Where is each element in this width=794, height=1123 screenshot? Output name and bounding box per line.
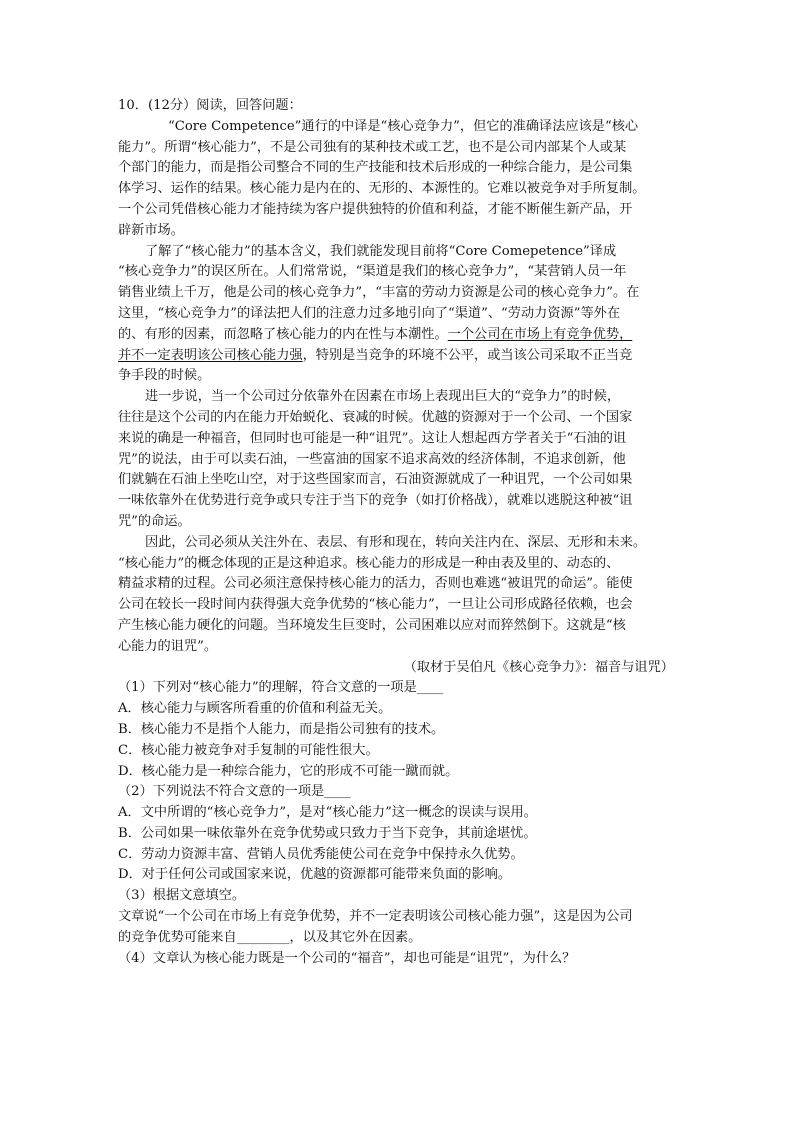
passage-paragraph-2 — [118, 242, 674, 388]
passage-paragraph-4 — [118, 533, 674, 658]
stem-text: （1）下列对“核心能力”的理解，符合文意的一项是 — [118, 680, 417, 696]
text-line: 来说的确是一种福音，但同时也可能是一种“诅咒”。这让人想起西方学者关于“石油的诅 — [118, 430, 627, 446]
option-b: B．公司如果一味依靠外在竞争优势或只致力于当下竞争，其前途堪忧。 — [118, 825, 537, 841]
question-stem: （3）根据文意填空。 — [118, 888, 246, 904]
text-line: 公司在较长一段时间内获得强大竞争优势的“核心能力”，一旦让公司形成路径依赖，也会 — [118, 597, 633, 613]
text-line: 这里，“核心竞争力”的译法把人们的注意力过多地引向了“渠道”、“劳动力资源”等外在 — [118, 305, 621, 321]
text-line — [118, 325, 674, 346]
text-line: 们就躺在石油上坐吃山空，对于这些国家而言，石油资源就成了一种诅咒，一个公司如果 — [118, 472, 633, 488]
text-line: 一味依靠外在优势进行竞争或只专注于当下的竞争（如打价格战），就难以逃脱这种被“诅 — [118, 493, 633, 509]
question-1 — [118, 678, 674, 782]
question-stem: （4）文章认为核心能力既是一个公司的“福音”，却也可能是“诅咒”，为什么？ — [118, 950, 576, 966]
question-stem — [118, 678, 674, 699]
text-line: 咒”的命运。 — [118, 513, 191, 529]
passage-paragraph-3 — [118, 387, 674, 533]
text-line: 个部门的能力，而是指公司整合不同的生产技能和技术后形成的一种综合能力，是公司集 — [118, 160, 633, 176]
underlined-sentence: 并不一定表明该公司核心能力强 — [118, 347, 303, 363]
option-c: C．核心能力被竞争对手复制的可能性很大。 — [118, 742, 379, 758]
text-line: 心能力的诅咒”。 — [118, 638, 218, 654]
text-line: 销售业绩上千万，他是公司的核心竞争力”，“丰富的劳动力资源是公司的核心竞争力”。在 — [118, 285, 640, 301]
text-segment: ，以及其它外在因素。 — [289, 929, 422, 945]
text-segment: 的、有形的因素，而忽略了核心能力的内在性与本潮性。 — [118, 326, 448, 342]
text-line: 能力”。所谓“核心能力”，不是公司独有的某种技术或工艺，也不是公司内部某个人或某 — [118, 139, 627, 155]
text-line: 往往是这个公司的内在能力开始蜕化、衰减的时候。优越的资源对于一个公司、一个国家 — [118, 409, 633, 425]
text-segment: 的竞争优势可能来自 — [118, 929, 237, 945]
text-line: 产生核心能力硬化的问题。当环境发生巨变时，公司困难以应对而猝然倒下。这就是“核 — [118, 617, 626, 633]
underlined-sentence: 一个公司在市场上有竞争优势， — [447, 326, 633, 342]
text-line: 争手段的时候。 — [118, 368, 211, 384]
source-citation: （取材于吴伯凡《核心竞争力》：福音与诅咒） — [403, 659, 674, 675]
option-d: D．对于任何公司或国家来说，优越的资源都可能带来负面的影响。 — [118, 867, 512, 883]
answer-blank[interactable]: ________ — [236, 929, 290, 945]
text-line: 了解了“核心能力”的基本含义，我们就能发现目前将“Core Comepetence”译成 — [145, 243, 617, 259]
exam-page — [118, 96, 674, 969]
option-d: D．核心能力是一种综合能力，它的形成不可能一蹴而就。 — [118, 763, 459, 779]
text-segment: ，特别是当竞争的环境不公平，或当该公司采取不正当竞 — [302, 347, 633, 363]
stem-text: （2）下列说法不符合文意的一项是 — [118, 784, 325, 800]
passage-paragraph-1 — [118, 117, 674, 242]
text-line: 辟新市场。 — [118, 222, 184, 238]
text-line: 体学习、运作的结果。核心能力是内在的、无形的、本源性的。它难以被竞争对手所复制。 — [118, 181, 646, 197]
option-a: A．文中所谓的“核心竞争力”，是对“核心能力”这一概念的误读与误用。 — [118, 805, 537, 821]
question-stem — [118, 782, 674, 803]
text-line: 一个公司凭借核心能力才能持续为客户提供独特的价值和利益，才能不断催生新产品，开 — [118, 201, 633, 217]
question-header: 10．(12分）阅读，回答问题： — [118, 98, 302, 113]
answer-blank[interactable]: ____ — [416, 680, 444, 696]
text-line: 进一步说，当一个公司过分依靠外在因素在市场上表现出巨大的“竞争力”的时候， — [145, 389, 621, 405]
text-line: 文章说“一个公司在市场上有竞争优势，并不一定表明该公司核心能力强”，这是因为公司 — [118, 909, 633, 925]
text-line: 咒”的说法，由于可以卖石油，一些富油的国家不追求高效的经济体制，不追求创新，他 — [118, 451, 626, 467]
text-line: 因此，公司必须从关注外在、表层、有形和现在，转向关注内在、深层、无形和未来。 — [145, 534, 647, 550]
text-line — [118, 928, 674, 949]
question-2 — [118, 782, 674, 886]
text-line: “Core Competence”通行的中译是“核心竞争力”，但它的准确译法应该是“核心 — [168, 118, 639, 134]
question-4 — [118, 949, 674, 970]
text-line: “核心竞争力”的误区所在。人们常常说，“渠道是我们的核心竞争力”，“某营销人员一年 — [118, 264, 627, 280]
answer-blank[interactable]: ____ — [324, 784, 351, 800]
text-line — [118, 346, 674, 367]
question-3 — [118, 886, 674, 948]
option-c: C．劳动力资源丰富、营销人员优秀能使公司在竞争中保持永久优势。 — [118, 846, 524, 862]
text-line: “核心能力”的概念体现的正是这种追求。核心能力的形成是一种由表及里的、动态的、 — [118, 555, 620, 571]
option-a: A．核心能力与顾客所看重的价值和利益无关。 — [118, 701, 392, 717]
text-line: 精益求精的过程。公司必须注意保持核心能力的活力，否则也难逃“被诅咒的命运”。能使 — [118, 576, 633, 592]
option-b: B．核心能力不是指个人能力，而是指公司独有的技术。 — [118, 721, 445, 737]
